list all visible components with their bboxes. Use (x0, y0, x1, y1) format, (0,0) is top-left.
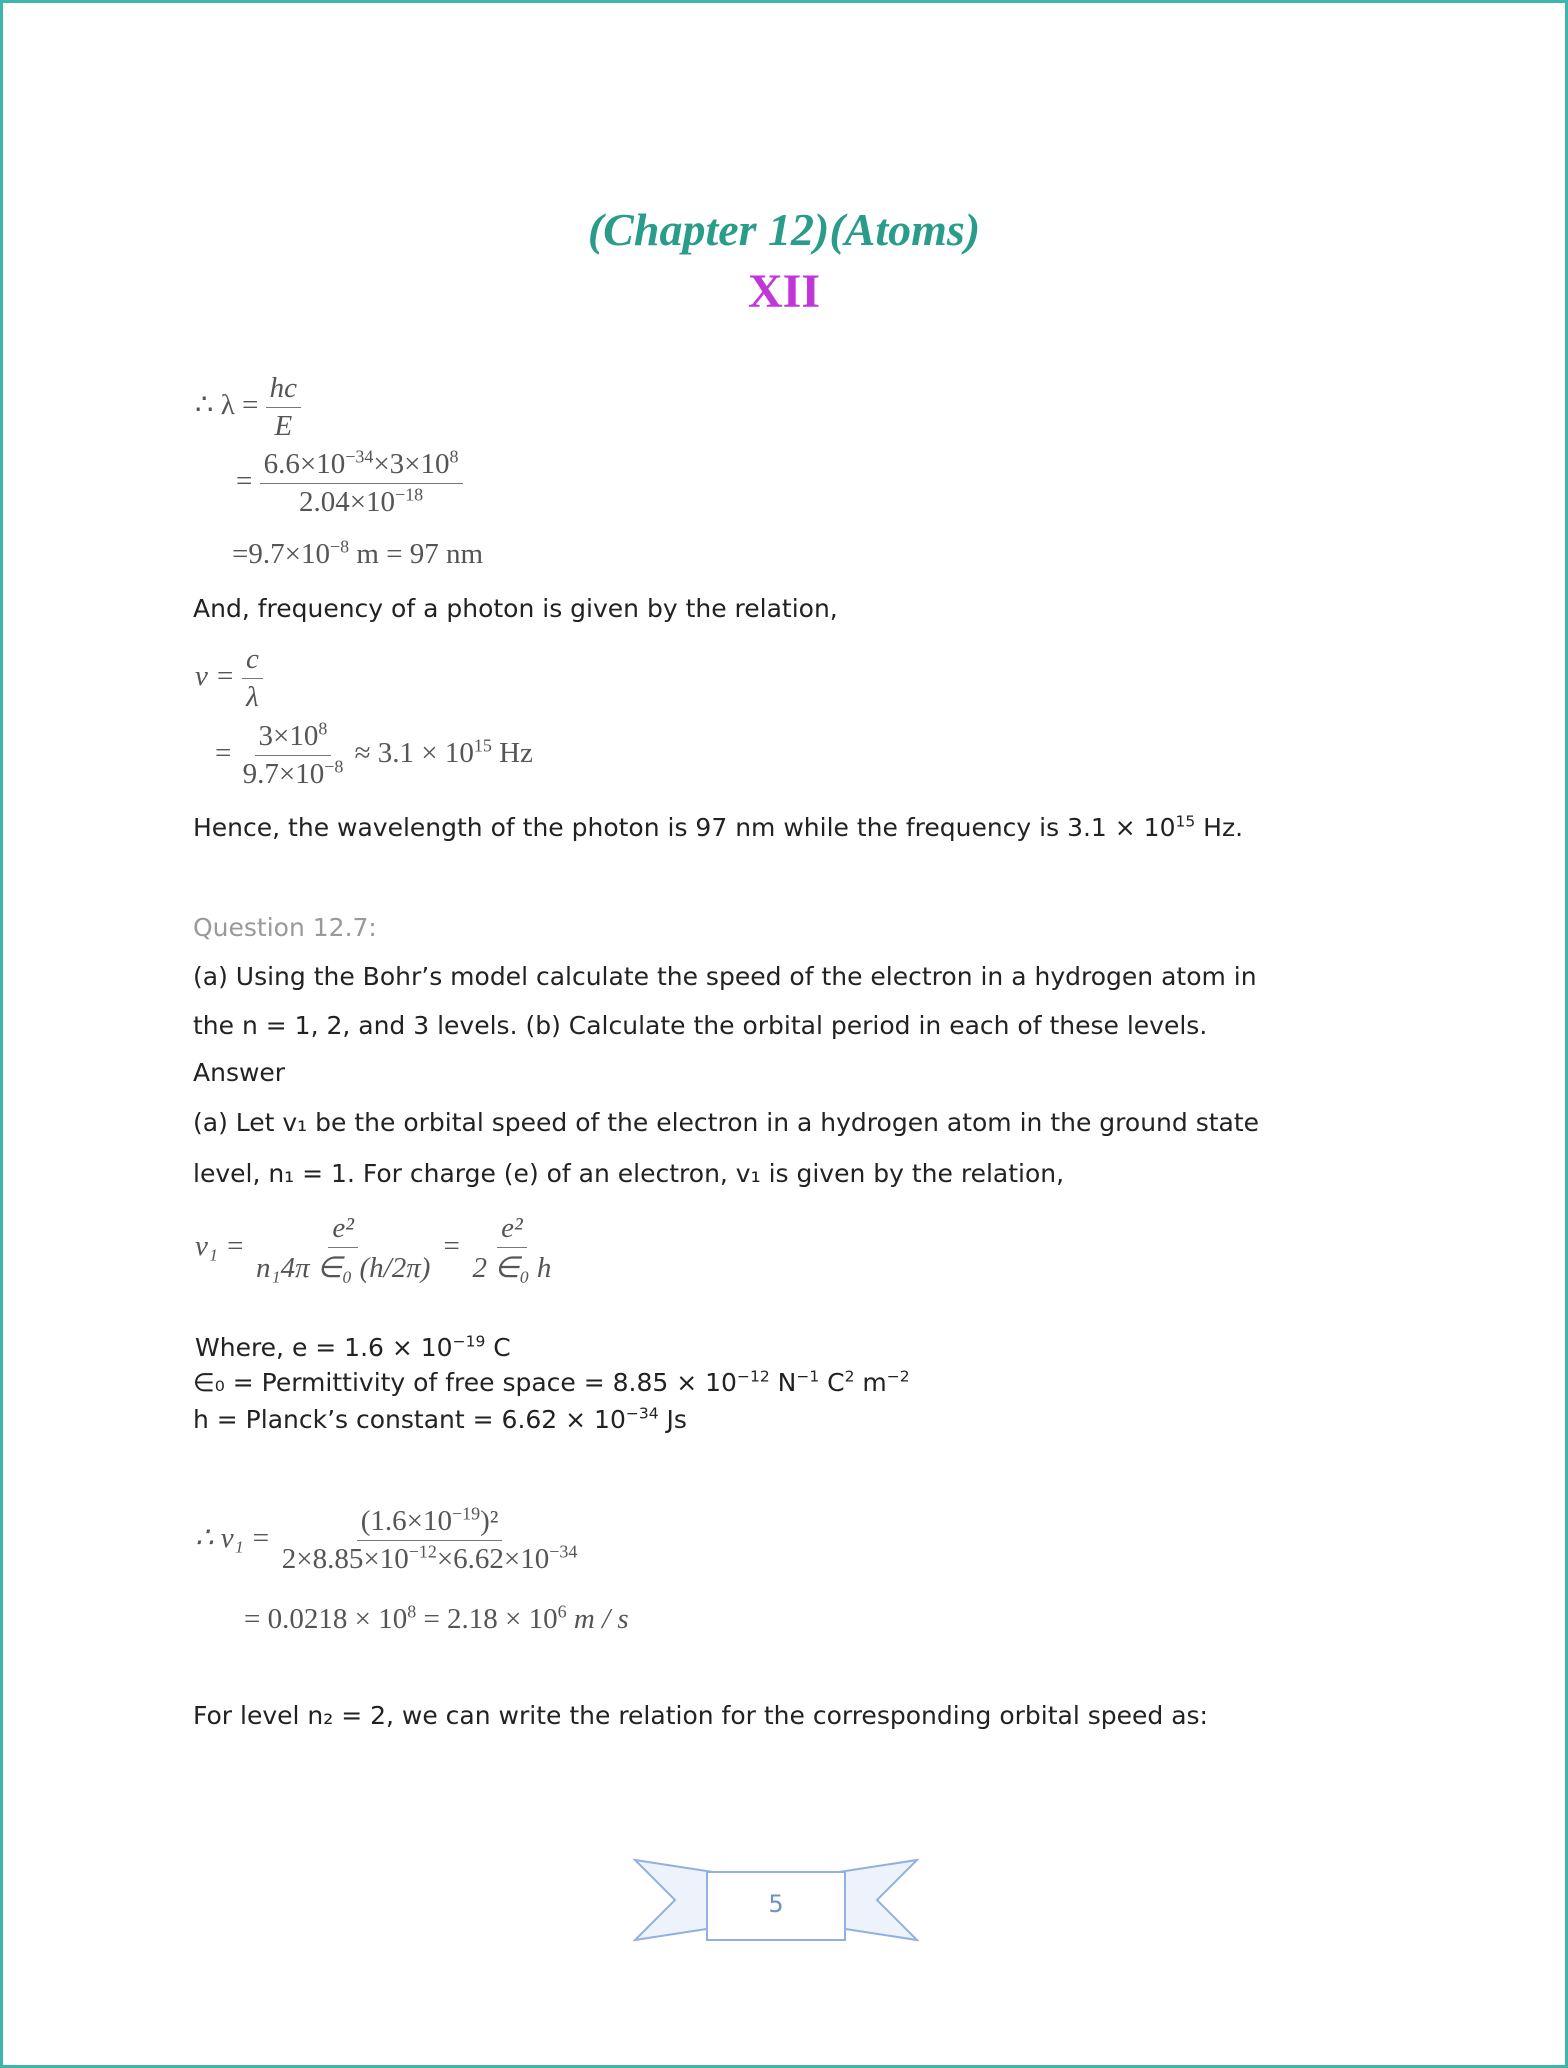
class-label: XII (747, 265, 821, 318)
equation-lambda-2: = $\frac{6.6\times 10^{-34}\times 3\times 10^8}{2.04\times 10^{-18}}$ (236, 448, 463, 519)
chapter-title: (Chapter 12)(Atoms) (587, 204, 981, 255)
paragraph-frequency: And, frequency of a photon is given by the relation, (193, 594, 838, 623)
question-line-1: (a) Using the Bohr’s model calculate the speed of the electron in a hydrogen atom in (193, 962, 1257, 991)
equation-v1: v₁ = $\frac{\text{e²}}{\text{n₁4π ∈₀ (h/2π)}}$ = $\frac{\text{e²}}{\text{2 ∈₀ h}}$ (195, 1212, 552, 1284)
equation-v1-calc: ∴ v₁ = $\frac{(1.6\times 10^{-19})^2}{2\times 8.85\times 10^{-12}\times 6.62\times 10^{-34}}$ (195, 1503, 578, 1575)
question-line-2: the n = 1, 2, and 3 levels. (b) Calculate the orbital period in each of these levels. (193, 1011, 1208, 1040)
answer-label: Answer (193, 1058, 286, 1087)
equation-lambda-3: $=9.7\times 10^{-8}$ m = 97 nm (232, 536, 484, 570)
where-h: h = Planck’s constant = $6.62 \times 10^{-34}$ Js (193, 1404, 687, 1434)
paragraph-level-2: For level n₂ = 2, we can write the relation for the corresponding orbital speed as: (193, 1701, 1208, 1730)
answer-line-2: level, n₁ = 1. For charge (e) of an electron, v₁ is given by the relation, (193, 1159, 1065, 1188)
where-epsilon: ∈₀ = Permittivity of free space = $8.85 \times 10^{-12}$ $N^{-1}$ $C^2$ $m^{-2}$ (193, 1367, 910, 1397)
equation-nu-2: = $\frac{3\times 10^8}{9.7\times 10^{-8}}$ ≈ $3.1 \times 10^{15}$ Hz (215, 718, 533, 790)
page-number: 5 (768, 1890, 784, 1918)
answer-line-1: (a) Let v₁ be the orbital speed of the electron in a hydrogen atom in the ground state (193, 1108, 1260, 1137)
question-label: Question 12.7: (193, 913, 377, 942)
paragraph-hence: Hence, the wavelength of the photon is 97 nm while the frequency is $3.1 \times 10^{15}$ Hz. (193, 812, 1244, 842)
equation-lambda-1: ∴ λ = $\frac{hc}{E}$ (195, 372, 301, 443)
equation-nu-1: ν = $\frac{c}{\lambda}$ (195, 643, 263, 714)
where-e: Where, $e = 1.6 \times 10^{-19}$ C (195, 1332, 511, 1362)
equation-v1-result: = $0.0218 \times 10^8 = 2.18 \times 10^6$ m / s (244, 1601, 629, 1635)
